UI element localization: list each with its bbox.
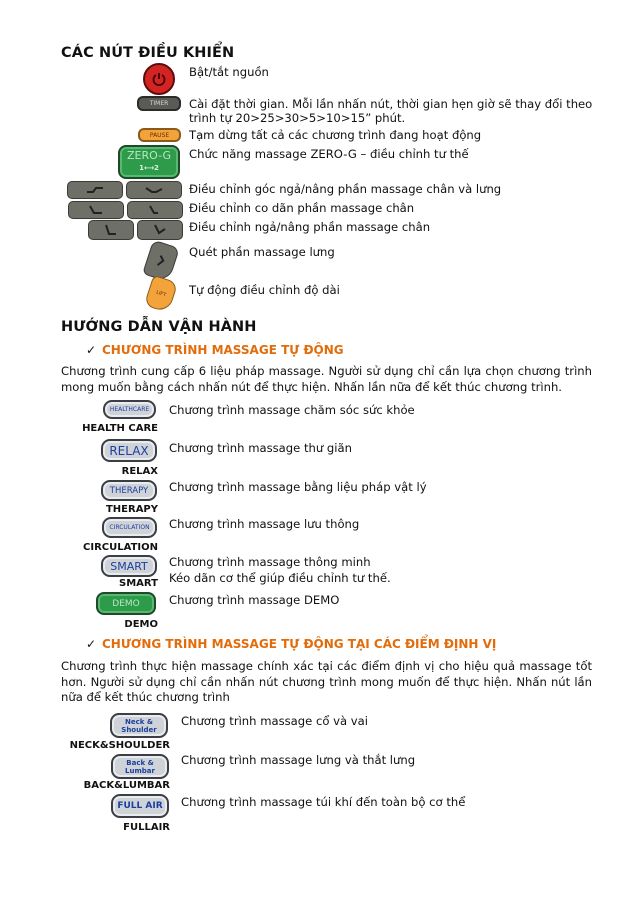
leg-lower-button[interactable] — [88, 220, 134, 240]
relax-desc: Chương trình massage thư giãn — [169, 441, 352, 455]
neck-shoulder-button-line2: Shoulder — [121, 725, 157, 734]
demo-label: DEMO — [124, 619, 158, 630]
therapy-desc: Chương trình massage bằng liệu pháp vật lý — [169, 480, 427, 494]
timer-button-label: TIMER — [149, 100, 169, 107]
leg-lower-icon — [102, 223, 120, 237]
pause-desc: Tạm dừng tất cả các chương trình đang hoạt động — [189, 128, 482, 142]
points-program-intro: Chương trình thực hiện massage chính xác tại các điểm định vị cho hiệu quả massage tốt hơn. Người sử dụng chỉ cần nhấn nút chương trình mong muốn để thực hiện. Nhấn nút lần nữa để kết thúc chương trình — [61, 659, 592, 704]
pause-button[interactable] — [138, 128, 181, 142]
power-desc: Bật/tắt nguồn — [189, 65, 269, 79]
timer-button[interactable] — [137, 96, 181, 111]
healthcare-button[interactable] — [103, 400, 156, 419]
back-scan-button[interactable] — [142, 240, 180, 283]
chair-raise-icon — [143, 185, 165, 195]
timer-desc: Cài đặt thời gian. Mỗi lần nhấn nút, thời gian hẹn giờ sẽ thay đổi theo — [189, 97, 593, 111]
full-air-label: FULLAIR — [123, 822, 170, 833]
back-lumbar-desc: Chương trình massage lưng và thắt lưng — [181, 753, 416, 767]
leg-extend-desc: Điều chỉnh co dãn phần massage chân — [189, 201, 415, 215]
leg-recline-desc: Điều chỉnh ngả/nâng phần massage chân — [189, 220, 431, 234]
demo-button[interactable] — [96, 592, 156, 615]
timer-desc-sequence: trình tự 20>25>30>5>10>15” phút. — [189, 111, 406, 125]
recline-back-leg-down-button[interactable] — [67, 181, 123, 199]
demo-desc: Chương trình massage DEMO — [169, 593, 340, 607]
zero-g-desc: Chức năng massage ZERO-G – điều chỉnh tư thế — [189, 147, 469, 161]
relax-button-label: RELAX — [109, 443, 149, 458]
operation-heading: HƯỚNG DẪN VẬN HÀNH — [61, 319, 257, 335]
zero-g-button[interactable] — [118, 145, 180, 179]
pause-button-label: PAUSE — [149, 131, 170, 139]
neck-shoulder-desc: Chương trình massage cổ và vai — [181, 714, 368, 728]
leg-raise-button[interactable] — [137, 220, 183, 240]
leg-retract-icon — [145, 204, 165, 216]
circulation-desc: Chương trình massage lưu thông — [169, 517, 360, 531]
healthcare-desc: Chương trình massage chăm sóc sức khỏe — [169, 403, 415, 417]
auto-length-desc: Tự động điều chỉnh độ dài — [189, 283, 340, 297]
leg-raise-icon — [151, 223, 169, 237]
check-icon: ✓ — [86, 343, 97, 357]
auto-program-intro: Chương trình cung cấp 6 liệu pháp massage. Người sử dụng chỉ cần lựa chọn chương trình mong muốn bằng cách nhấn nút để thực hiện. Nhấn lần nữa để kết thúc chương trình. — [61, 364, 592, 394]
relax-button[interactable] — [101, 439, 157, 462]
therapy-label: THERAPY — [105, 504, 158, 515]
smart-button[interactable] — [101, 555, 157, 577]
back-lumbar-button-line2: Lumbar — [125, 766, 155, 775]
smart-desc: Chương trình massage thông minh — [169, 555, 371, 569]
relax-label: RELAX — [121, 466, 158, 477]
therapy-button-label: THERAPY — [109, 485, 149, 496]
scan-icon — [154, 253, 168, 269]
chair-recline-icon — [84, 185, 106, 195]
zero-g-label: ZERO-G — [127, 149, 171, 162]
leg-extend-icon — [86, 204, 106, 216]
power-button[interactable] — [143, 63, 175, 95]
power-icon — [151, 71, 167, 87]
healthcare-label: HEALTH CARE — [82, 423, 158, 434]
circulation-button-label: CIRCULATION — [109, 524, 150, 531]
full-air-button-label: FULL AIR — [117, 801, 163, 811]
smart-label: SMART — [119, 578, 158, 589]
back-lumbar-label: BACK&LUMBAR — [83, 780, 170, 791]
auto-program-title: CHƯƠNG TRÌNH MASSAGE TỰ ĐỘNG — [102, 343, 344, 357]
therapy-button[interactable] — [101, 480, 157, 501]
demo-button-label: DEMO — [112, 598, 140, 609]
healthcare-button-label: HEALTHCARE — [109, 406, 150, 413]
zero-g-mode-label: 1⟷2 — [139, 164, 159, 172]
back-lumbar-button-line1: Back & — [126, 758, 154, 767]
check-icon-2: ✓ — [86, 637, 97, 651]
circulation-label: CIRCULATION — [83, 542, 158, 553]
angle-desc: Điều chỉnh góc ngả/nâng phần massage chân và lưng — [189, 182, 502, 196]
full-air-button[interactable] — [111, 794, 169, 818]
back-lumbar-button[interactable] — [111, 754, 169, 779]
back-scan-desc: Quét phần massage lưng — [189, 245, 335, 259]
controls-heading: CÁC NÚT ĐIỀU KHIỂN — [61, 45, 235, 61]
neck-shoulder-button-line1: Neck & — [125, 717, 153, 726]
leg-retract-button[interactable] — [127, 201, 183, 219]
recline-back-leg-up-button[interactable] — [126, 181, 182, 199]
full-air-desc: Chương trình massage túi khí đến toàn bộ cơ thể — [181, 795, 466, 809]
neck-shoulder-label: NECK&SHOULDER — [69, 740, 170, 751]
auto-length-button-label: LIFT — [155, 289, 167, 299]
points-program-title: CHƯƠNG TRÌNH MASSAGE TỰ ĐỘNG TẠI CÁC ĐIỂM ĐỊNH VỊ — [102, 637, 497, 651]
smart-desc-2: Kéo dãn cơ thể giúp điều chỉnh tư thế. — [169, 571, 391, 585]
circulation-button[interactable] — [102, 517, 157, 538]
neck-shoulder-button[interactable] — [110, 713, 168, 738]
smart-button-label: SMART — [110, 559, 148, 573]
leg-extend-button[interactable] — [68, 201, 124, 219]
auto-length-button[interactable] — [144, 275, 179, 313]
